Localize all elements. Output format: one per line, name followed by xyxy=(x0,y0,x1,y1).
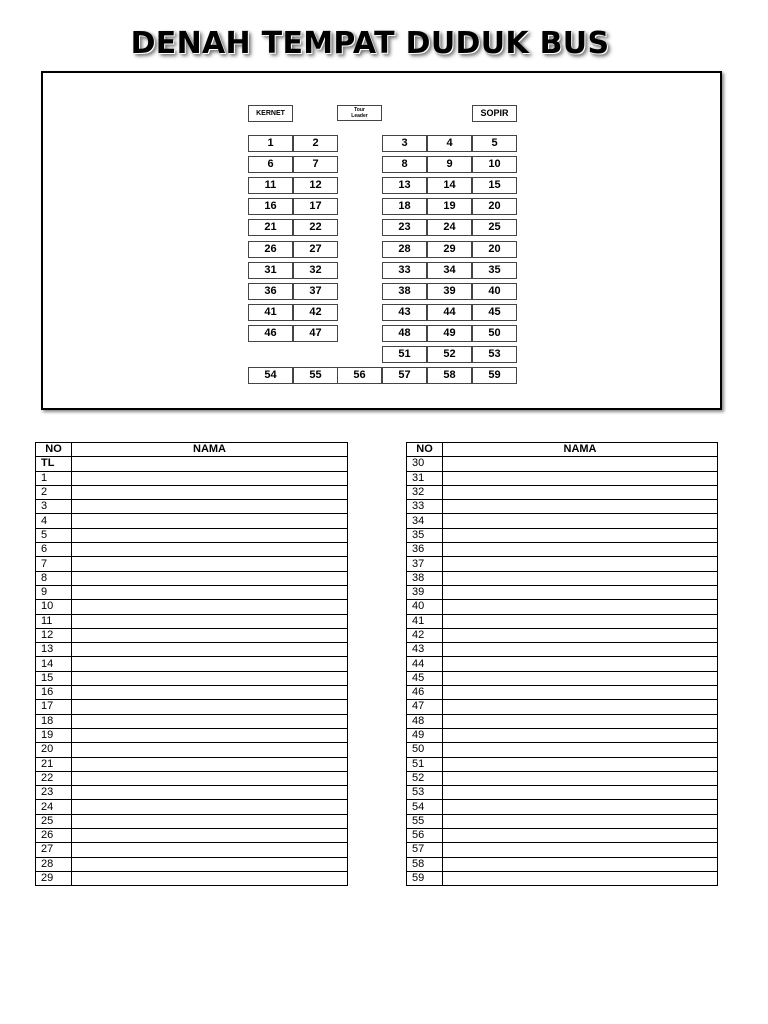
seat-51: 51 xyxy=(382,346,427,363)
row-number: 32 xyxy=(407,485,443,499)
seat-55: 55 xyxy=(293,367,338,384)
row-number: 15 xyxy=(36,671,72,685)
seat-9: 9 xyxy=(427,156,472,173)
tour-leader-line-1: Tour xyxy=(354,107,365,113)
table-row xyxy=(36,771,348,785)
table-row xyxy=(407,800,718,814)
name-field[interactable] xyxy=(443,600,718,614)
name-field[interactable] xyxy=(443,686,718,700)
name-field[interactable] xyxy=(72,843,348,857)
table-row xyxy=(36,485,348,499)
name-field[interactable] xyxy=(443,771,718,785)
name-field[interactable] xyxy=(443,714,718,728)
table-row xyxy=(36,571,348,585)
row-number: 14 xyxy=(36,657,72,671)
no-header: NO xyxy=(407,443,443,457)
name-field[interactable] xyxy=(443,614,718,628)
table-row xyxy=(36,814,348,828)
seat-28: 28 xyxy=(382,241,427,258)
name-field[interactable] xyxy=(443,457,718,471)
seat-35: 35 xyxy=(472,262,517,279)
row-number: 31 xyxy=(407,471,443,485)
name-field[interactable] xyxy=(443,657,718,671)
table-header-row xyxy=(36,443,348,457)
table-header-row xyxy=(407,443,718,457)
name-field[interactable] xyxy=(72,657,348,671)
seat-50: 50 xyxy=(472,325,517,342)
name-field[interactable] xyxy=(72,686,348,700)
row-number: 28 xyxy=(36,857,72,871)
seat-31: 31 xyxy=(248,262,293,279)
seat-57: 57 xyxy=(382,367,427,384)
name-field[interactable] xyxy=(443,757,718,771)
table-row xyxy=(36,543,348,557)
table-row xyxy=(36,843,348,857)
seat-49: 49 xyxy=(427,325,472,342)
seat-11: 11 xyxy=(248,177,293,194)
nama-header: NAMA xyxy=(443,443,718,457)
name-field[interactable] xyxy=(443,829,718,843)
table-row xyxy=(36,500,348,514)
name-field[interactable] xyxy=(72,786,348,800)
seat-5: 5 xyxy=(472,135,517,152)
seat-40: 40 xyxy=(472,283,517,300)
table-row xyxy=(407,686,718,700)
row-number: 12 xyxy=(36,628,72,642)
row-number: 34 xyxy=(407,514,443,528)
seat-42: 42 xyxy=(293,304,338,321)
name-field[interactable] xyxy=(72,671,348,685)
table-row xyxy=(407,829,718,843)
row-number: TL xyxy=(36,457,72,471)
seat-10: 10 xyxy=(472,156,517,173)
seat-37: 37 xyxy=(293,283,338,300)
seat-2: 2 xyxy=(293,135,338,152)
row-number: 45 xyxy=(407,671,443,685)
name-field[interactable] xyxy=(72,485,348,499)
row-number: 55 xyxy=(407,814,443,828)
table-row xyxy=(36,657,348,671)
name-field[interactable] xyxy=(443,585,718,599)
row-number: 48 xyxy=(407,714,443,728)
row-number: 42 xyxy=(407,628,443,642)
name-field[interactable] xyxy=(443,857,718,871)
row-number: 18 xyxy=(36,714,72,728)
table-row xyxy=(36,714,348,728)
table-row xyxy=(36,728,348,742)
row-number: 13 xyxy=(36,643,72,657)
kernet-label: KERNET xyxy=(248,105,293,122)
row-number: 51 xyxy=(407,757,443,771)
seat-20: 20 xyxy=(472,198,517,215)
seat-48: 48 xyxy=(382,325,427,342)
table-row xyxy=(407,600,718,614)
row-number: 22 xyxy=(36,771,72,785)
seat-33: 33 xyxy=(382,262,427,279)
row-number: 25 xyxy=(36,814,72,828)
seat-22: 22 xyxy=(293,219,338,236)
table-row xyxy=(36,628,348,642)
seat-59: 59 xyxy=(472,367,517,384)
table-row xyxy=(36,786,348,800)
row-number: 17 xyxy=(36,700,72,714)
name-field[interactable] xyxy=(443,471,718,485)
seat-39: 39 xyxy=(427,283,472,300)
name-field[interactable] xyxy=(443,628,718,642)
passenger-list-right xyxy=(406,442,718,886)
table-row xyxy=(36,700,348,714)
table-row xyxy=(407,471,718,485)
seat-6: 6 xyxy=(248,156,293,173)
row-number: 36 xyxy=(407,543,443,557)
row-number: 39 xyxy=(407,585,443,599)
name-field[interactable] xyxy=(72,500,348,514)
name-field[interactable] xyxy=(72,857,348,871)
seat-1: 1 xyxy=(248,135,293,152)
name-field[interactable] xyxy=(72,628,348,642)
table-row xyxy=(407,814,718,828)
name-field[interactable] xyxy=(72,557,348,571)
name-field[interactable] xyxy=(72,643,348,657)
table-row xyxy=(407,528,718,542)
seat-43: 43 xyxy=(382,304,427,321)
table-row xyxy=(36,600,348,614)
name-field[interactable] xyxy=(443,786,718,800)
seat-27: 27 xyxy=(293,241,338,258)
row-number: 9 xyxy=(36,585,72,599)
name-field[interactable] xyxy=(72,471,348,485)
name-field[interactable] xyxy=(72,600,348,614)
table-row xyxy=(407,514,718,528)
name-field[interactable] xyxy=(443,571,718,585)
seat-34: 34 xyxy=(427,262,472,279)
seat-53: 53 xyxy=(472,346,517,363)
table-row xyxy=(407,643,718,657)
row-number: 8 xyxy=(36,571,72,585)
row-number: 59 xyxy=(407,871,443,885)
table-row xyxy=(407,743,718,757)
row-number: 1 xyxy=(36,471,72,485)
row-number: 58 xyxy=(407,857,443,871)
table-row xyxy=(407,857,718,871)
seat-18: 18 xyxy=(382,198,427,215)
row-number: 16 xyxy=(36,686,72,700)
table-row xyxy=(36,671,348,685)
name-field[interactable] xyxy=(443,671,718,685)
name-field[interactable] xyxy=(72,585,348,599)
name-field[interactable] xyxy=(72,614,348,628)
table-row xyxy=(407,485,718,499)
table-row xyxy=(407,700,718,714)
name-field[interactable] xyxy=(443,700,718,714)
name-field[interactable] xyxy=(72,514,348,528)
row-number: 3 xyxy=(36,500,72,514)
table-row xyxy=(36,585,348,599)
seat-58: 58 xyxy=(427,367,472,384)
row-number: 5 xyxy=(36,528,72,542)
nama-header: NAMA xyxy=(72,443,348,457)
row-number: 4 xyxy=(36,514,72,528)
seat-56: 56 xyxy=(337,367,382,384)
seat-47: 47 xyxy=(293,325,338,342)
row-number: 6 xyxy=(36,543,72,557)
row-number: 33 xyxy=(407,500,443,514)
row-number: 10 xyxy=(36,600,72,614)
name-field[interactable] xyxy=(443,800,718,814)
name-field[interactable] xyxy=(72,457,348,471)
seat-4: 4 xyxy=(427,135,472,152)
row-number: 23 xyxy=(36,786,72,800)
page-title: DENAH TEMPAT DUDUK BUS xyxy=(130,26,610,61)
row-number: 11 xyxy=(36,614,72,628)
table-row xyxy=(407,728,718,742)
table-row xyxy=(407,714,718,728)
table-row xyxy=(36,871,348,885)
table-row xyxy=(407,671,718,685)
seat-36: 36 xyxy=(248,283,293,300)
seat-29: 29 xyxy=(427,241,472,258)
seat-46: 46 xyxy=(248,325,293,342)
name-field[interactable] xyxy=(72,571,348,585)
row-number: 29 xyxy=(36,871,72,885)
row-number: 26 xyxy=(36,829,72,843)
name-field[interactable] xyxy=(443,500,718,514)
row-number: 35 xyxy=(407,528,443,542)
seat-20: 20 xyxy=(472,241,517,258)
row-number: 30 xyxy=(407,457,443,471)
table-row xyxy=(407,614,718,628)
name-field[interactable] xyxy=(72,728,348,742)
table-row xyxy=(36,829,348,843)
seat-32: 32 xyxy=(293,262,338,279)
row-number: 56 xyxy=(407,829,443,843)
row-number: 27 xyxy=(36,843,72,857)
row-number: 2 xyxy=(36,485,72,499)
table-row xyxy=(407,628,718,642)
name-field[interactable] xyxy=(72,771,348,785)
seat-3: 3 xyxy=(382,135,427,152)
table-row xyxy=(36,614,348,628)
row-number: 21 xyxy=(36,757,72,771)
name-field[interactable] xyxy=(443,743,718,757)
name-field[interactable] xyxy=(72,528,348,542)
name-field[interactable] xyxy=(72,743,348,757)
seat-12: 12 xyxy=(293,177,338,194)
seat-25: 25 xyxy=(472,219,517,236)
row-number: 54 xyxy=(407,800,443,814)
row-number: 52 xyxy=(407,771,443,785)
name-field[interactable] xyxy=(443,514,718,528)
seat-52: 52 xyxy=(427,346,472,363)
tour-leader-line-2: Leader xyxy=(351,113,368,119)
row-number: 38 xyxy=(407,571,443,585)
seat-26: 26 xyxy=(248,241,293,258)
table-row xyxy=(36,557,348,571)
row-number: 50 xyxy=(407,743,443,757)
table-row xyxy=(36,514,348,528)
row-number: 46 xyxy=(407,686,443,700)
table-row xyxy=(407,843,718,857)
seat-23: 23 xyxy=(382,219,427,236)
name-field[interactable] xyxy=(443,543,718,557)
row-number: 7 xyxy=(36,557,72,571)
seat-16: 16 xyxy=(248,198,293,215)
seat-41: 41 xyxy=(248,304,293,321)
name-field[interactable] xyxy=(72,814,348,828)
row-number: 40 xyxy=(407,600,443,614)
table-row xyxy=(407,557,718,571)
table-row xyxy=(407,571,718,585)
seat-14: 14 xyxy=(427,177,472,194)
table-row xyxy=(36,757,348,771)
table-row xyxy=(36,457,348,471)
name-field[interactable] xyxy=(72,829,348,843)
row-number: 41 xyxy=(407,614,443,628)
row-number: 24 xyxy=(36,800,72,814)
seat-19: 19 xyxy=(427,198,472,215)
table-row xyxy=(36,857,348,871)
table-row xyxy=(36,743,348,757)
seat-54: 54 xyxy=(248,367,293,384)
name-field[interactable] xyxy=(72,800,348,814)
seat-13: 13 xyxy=(382,177,427,194)
name-field[interactable] xyxy=(443,485,718,499)
row-number: 49 xyxy=(407,728,443,742)
table-row xyxy=(36,686,348,700)
table-row xyxy=(36,643,348,657)
row-number: 44 xyxy=(407,657,443,671)
row-number: 53 xyxy=(407,786,443,800)
table-row xyxy=(407,657,718,671)
name-field[interactable] xyxy=(443,528,718,542)
seat-8: 8 xyxy=(382,156,427,173)
table-row xyxy=(407,585,718,599)
name-field[interactable] xyxy=(443,814,718,828)
sopir-label: SOPIR xyxy=(472,105,517,122)
seat-plan xyxy=(41,71,722,410)
table-row xyxy=(407,500,718,514)
passenger-list-left xyxy=(35,442,348,886)
seat-17: 17 xyxy=(293,198,338,215)
seat-21: 21 xyxy=(248,219,293,236)
table-row xyxy=(407,786,718,800)
table-row xyxy=(407,757,718,771)
tour-leader-label xyxy=(337,105,382,121)
row-number: 43 xyxy=(407,643,443,657)
seat-45: 45 xyxy=(472,304,517,321)
name-field[interactable] xyxy=(72,543,348,557)
name-field[interactable] xyxy=(72,871,348,885)
row-number: 37 xyxy=(407,557,443,571)
name-field[interactable] xyxy=(443,643,718,657)
name-field[interactable] xyxy=(72,714,348,728)
seat-38: 38 xyxy=(382,283,427,300)
row-number: 20 xyxy=(36,743,72,757)
name-field[interactable] xyxy=(72,700,348,714)
table-row xyxy=(36,528,348,542)
row-number: 47 xyxy=(407,700,443,714)
table-row xyxy=(36,800,348,814)
seat-24: 24 xyxy=(427,219,472,236)
name-field[interactable] xyxy=(443,871,718,885)
name-field[interactable] xyxy=(72,757,348,771)
name-field[interactable] xyxy=(443,728,718,742)
name-field[interactable] xyxy=(443,557,718,571)
seat-44: 44 xyxy=(427,304,472,321)
table-row xyxy=(407,543,718,557)
table-row xyxy=(407,871,718,885)
seat-15: 15 xyxy=(472,177,517,194)
row-number: 19 xyxy=(36,728,72,742)
seat-7: 7 xyxy=(293,156,338,173)
name-field[interactable] xyxy=(443,843,718,857)
table-row xyxy=(407,771,718,785)
no-header: NO xyxy=(36,443,72,457)
row-number: 57 xyxy=(407,843,443,857)
table-row xyxy=(36,471,348,485)
table-row xyxy=(407,457,718,471)
